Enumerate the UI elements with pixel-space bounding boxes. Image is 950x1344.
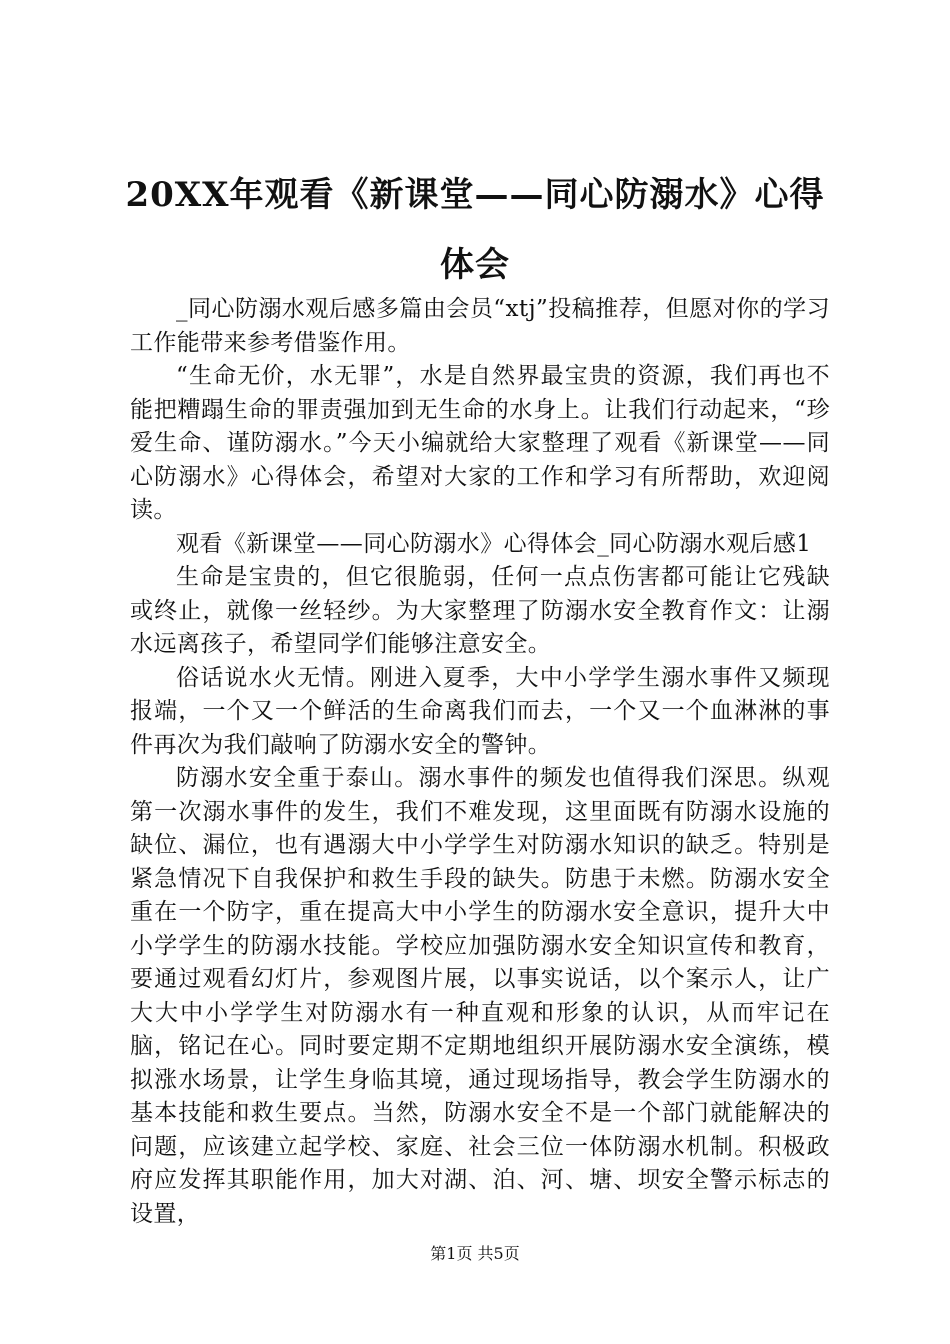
paragraph-saying: 俗话说水火无情。刚进入夏季，大中小学学生溺水事件又频现报端，一个又一个鲜活的生命离我们而去，一个又一个血淋淋的事件再次为我们敲响了防溺水安全的警钟。: [130, 664, 830, 758]
document-body: [130, 293, 830, 1231]
page-number: 第1页 共5页: [430, 1244, 520, 1263]
paragraph-preface: “生命无价，水无罪”，水是自然界最宝贵的资源，我们再也不能把糟蹋生命的罪责强加到无生命的水身上。让我们行动起来，“珍爱生命、谨防溺水。”今天小编就给大家整理了观看《新课堂——同心防溺水》心得体会，希望对大家的工作和学习有所帮助，欢迎阅读。: [130, 363, 830, 523]
document-title: 20XX年观看《新课堂——同心防溺水》心得体会: [125, 175, 825, 285]
paragraph-life: 生命是宝贵的，但它很脆弱，任何一点点伤害都可能让它残缺或终止，就像一丝轻纱。为大家整理了防溺水安全教育作文：让溺水远离孩子，希望同学们能够注意安全。: [130, 564, 830, 657]
section-heading: 观看《新课堂——同心防溺水》心得体会_同心防溺水观后感1: [176, 530, 812, 557]
paragraph-safety: 防溺水安全重于泰山。溺水事件的频发也值得我们深思。纵观第一次溺水事件的发生，我们不难发现，这里面既有防溺水设施的缺位、漏位，也有遇溺大中小学学生对防溺水知识的缺乏。特别是紧急情况下自我保护和救生手段的缺失。防患于未燃。防溺水安全重在一个防字，重在提高大中小学生的防溺水安全意识，提升大中小学学生的防溺水技能。学校应加强防溺水安全知识宣传和教育，要通过观看幻灯片，参观图片展，以事实说话，以个案示人，让广大大中小学学生对防溺水有一种直观和形象的认识，从而牢记在脑，铭记在心。同时要定期不定期地组织开展防溺水安全演练，模拟涨水场景，让学生身临其境，通过现场指导，教会学生防溺水的基本技能和救生要点。当然，防溺水安全不是一个部门就能解决的问题，应该建立起学校、家庭、社会三位一体防溺水机制。积极政府应发挥其职能作用，加大对湖、泊、河、塘、坝安全警示标志的设置，: [130, 765, 830, 1227]
paragraph-intro: _同心防溺水观后感多篇由会员“xtj”投稿推荐，但愿对你的学习工作能带来参考借鉴作用。: [130, 296, 830, 356]
